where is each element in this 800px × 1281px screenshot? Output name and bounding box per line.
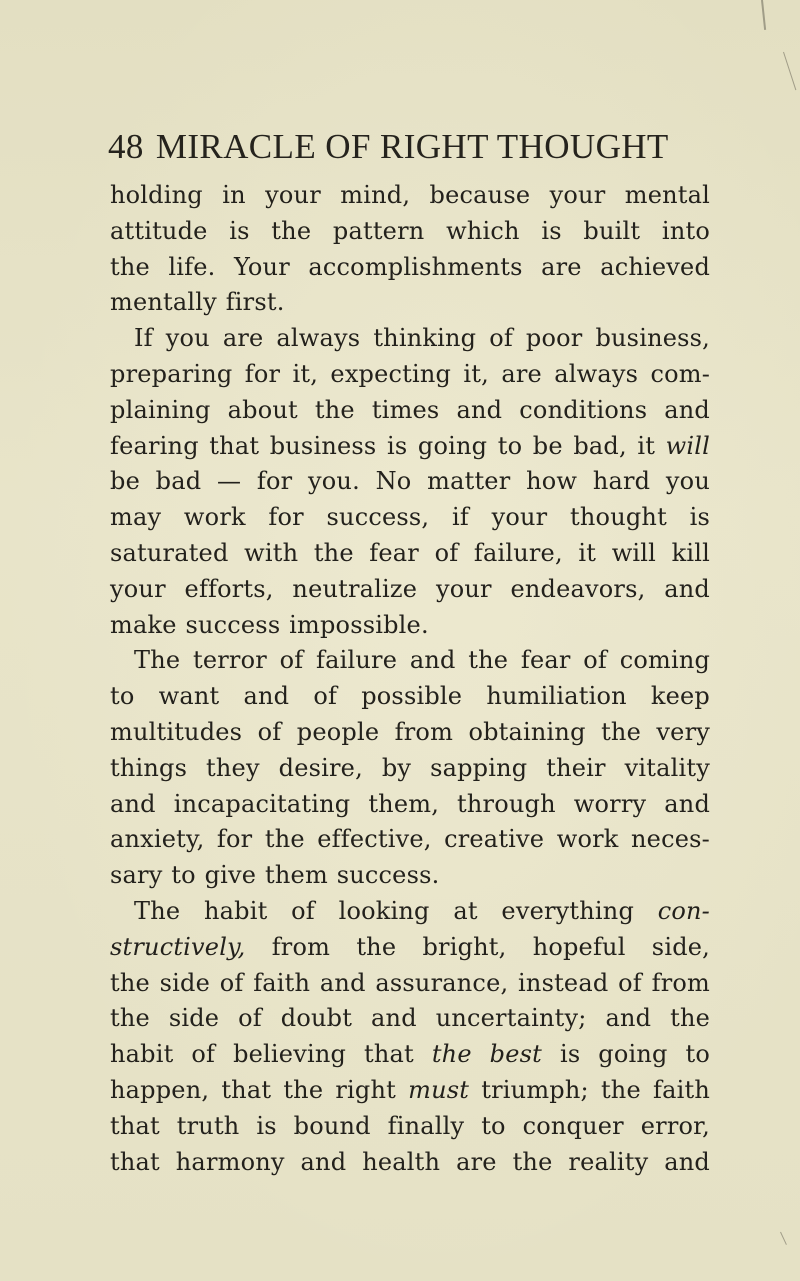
text-line: and incapacitating them, through worry and — [110, 789, 711, 818]
text-line — [110, 1037, 710, 1073]
text-line — [110, 429, 710, 465]
text-line: the side of doubt and uncertainty; and the — [110, 1004, 711, 1033]
text-line: make success impossible. — [110, 610, 429, 639]
text-line: attitude is the pattern which is built into — [110, 216, 710, 245]
emphasis: the best — [431, 1040, 542, 1069]
emphasis: structively, — [110, 932, 246, 961]
body-text — [110, 178, 710, 1180]
text-line: be bad — for you. No matter how hard you — [110, 467, 710, 496]
text-segment: habit of believing that — [110, 1040, 432, 1069]
text-line: sary to give them success. — [110, 861, 440, 890]
text-segment: triumph; the faith — [469, 1075, 710, 1104]
page-edge-mark — [783, 52, 796, 90]
text-line: the side of faith and assurance, instead of from — [110, 968, 710, 997]
text-line: preparing for it, expecting it, are always com- — [110, 359, 711, 388]
text-segment: happen, that the right — [110, 1075, 409, 1104]
text-line: The terror of failure and the fear of coming — [134, 646, 711, 675]
text-line: your efforts, neutralize your endeavors, and — [110, 574, 710, 603]
text-line — [110, 894, 710, 930]
page-edge-mark — [761, 0, 766, 30]
page-number: 48 — [108, 127, 144, 166]
text-line: anxiety, for the effective, creative work neces- — [110, 825, 710, 854]
emphasis: con- — [657, 896, 710, 925]
page-edge-mark — [780, 1232, 787, 1245]
emphasis: must — [408, 1075, 470, 1104]
text-line: multitudes of people from obtaining the very — [110, 717, 711, 746]
running-header — [108, 122, 708, 172]
text-line: holding in your mind, because your mental — [110, 181, 711, 209]
text-line: that harmony and health are the reality and — [110, 1147, 710, 1176]
text-line — [110, 930, 710, 966]
text-segment: fearing that business is going to be bad, it — [110, 431, 666, 460]
text-line — [110, 1073, 710, 1109]
text-segment: is going to — [542, 1040, 711, 1069]
running-title: MIRACLE OF RIGHT THOUGHT — [155, 127, 669, 166]
text-line: If you are always thinking of poor business, — [134, 324, 710, 353]
emphasis: will — [665, 431, 710, 460]
text-segment: The habit of looking at everything — [134, 896, 658, 925]
text-line: saturated with the fear of failure, it will kill — [110, 538, 711, 567]
text-line: mentally first. — [110, 288, 285, 317]
text-line: things they desire, by sapping their vitality — [110, 753, 710, 782]
text-segment: from the bright, hopeful side, — [245, 932, 710, 961]
text-line: to want and of possible humiliation keep — [110, 682, 710, 711]
text-line: plaining about the times and conditions and — [110, 395, 710, 424]
text-line: may work for success, if your thought is — [110, 503, 711, 532]
text-line: that truth is bound finally to conquer error, — [110, 1111, 711, 1140]
text-line: the life. Your accomplishments are achieved — [110, 252, 711, 281]
